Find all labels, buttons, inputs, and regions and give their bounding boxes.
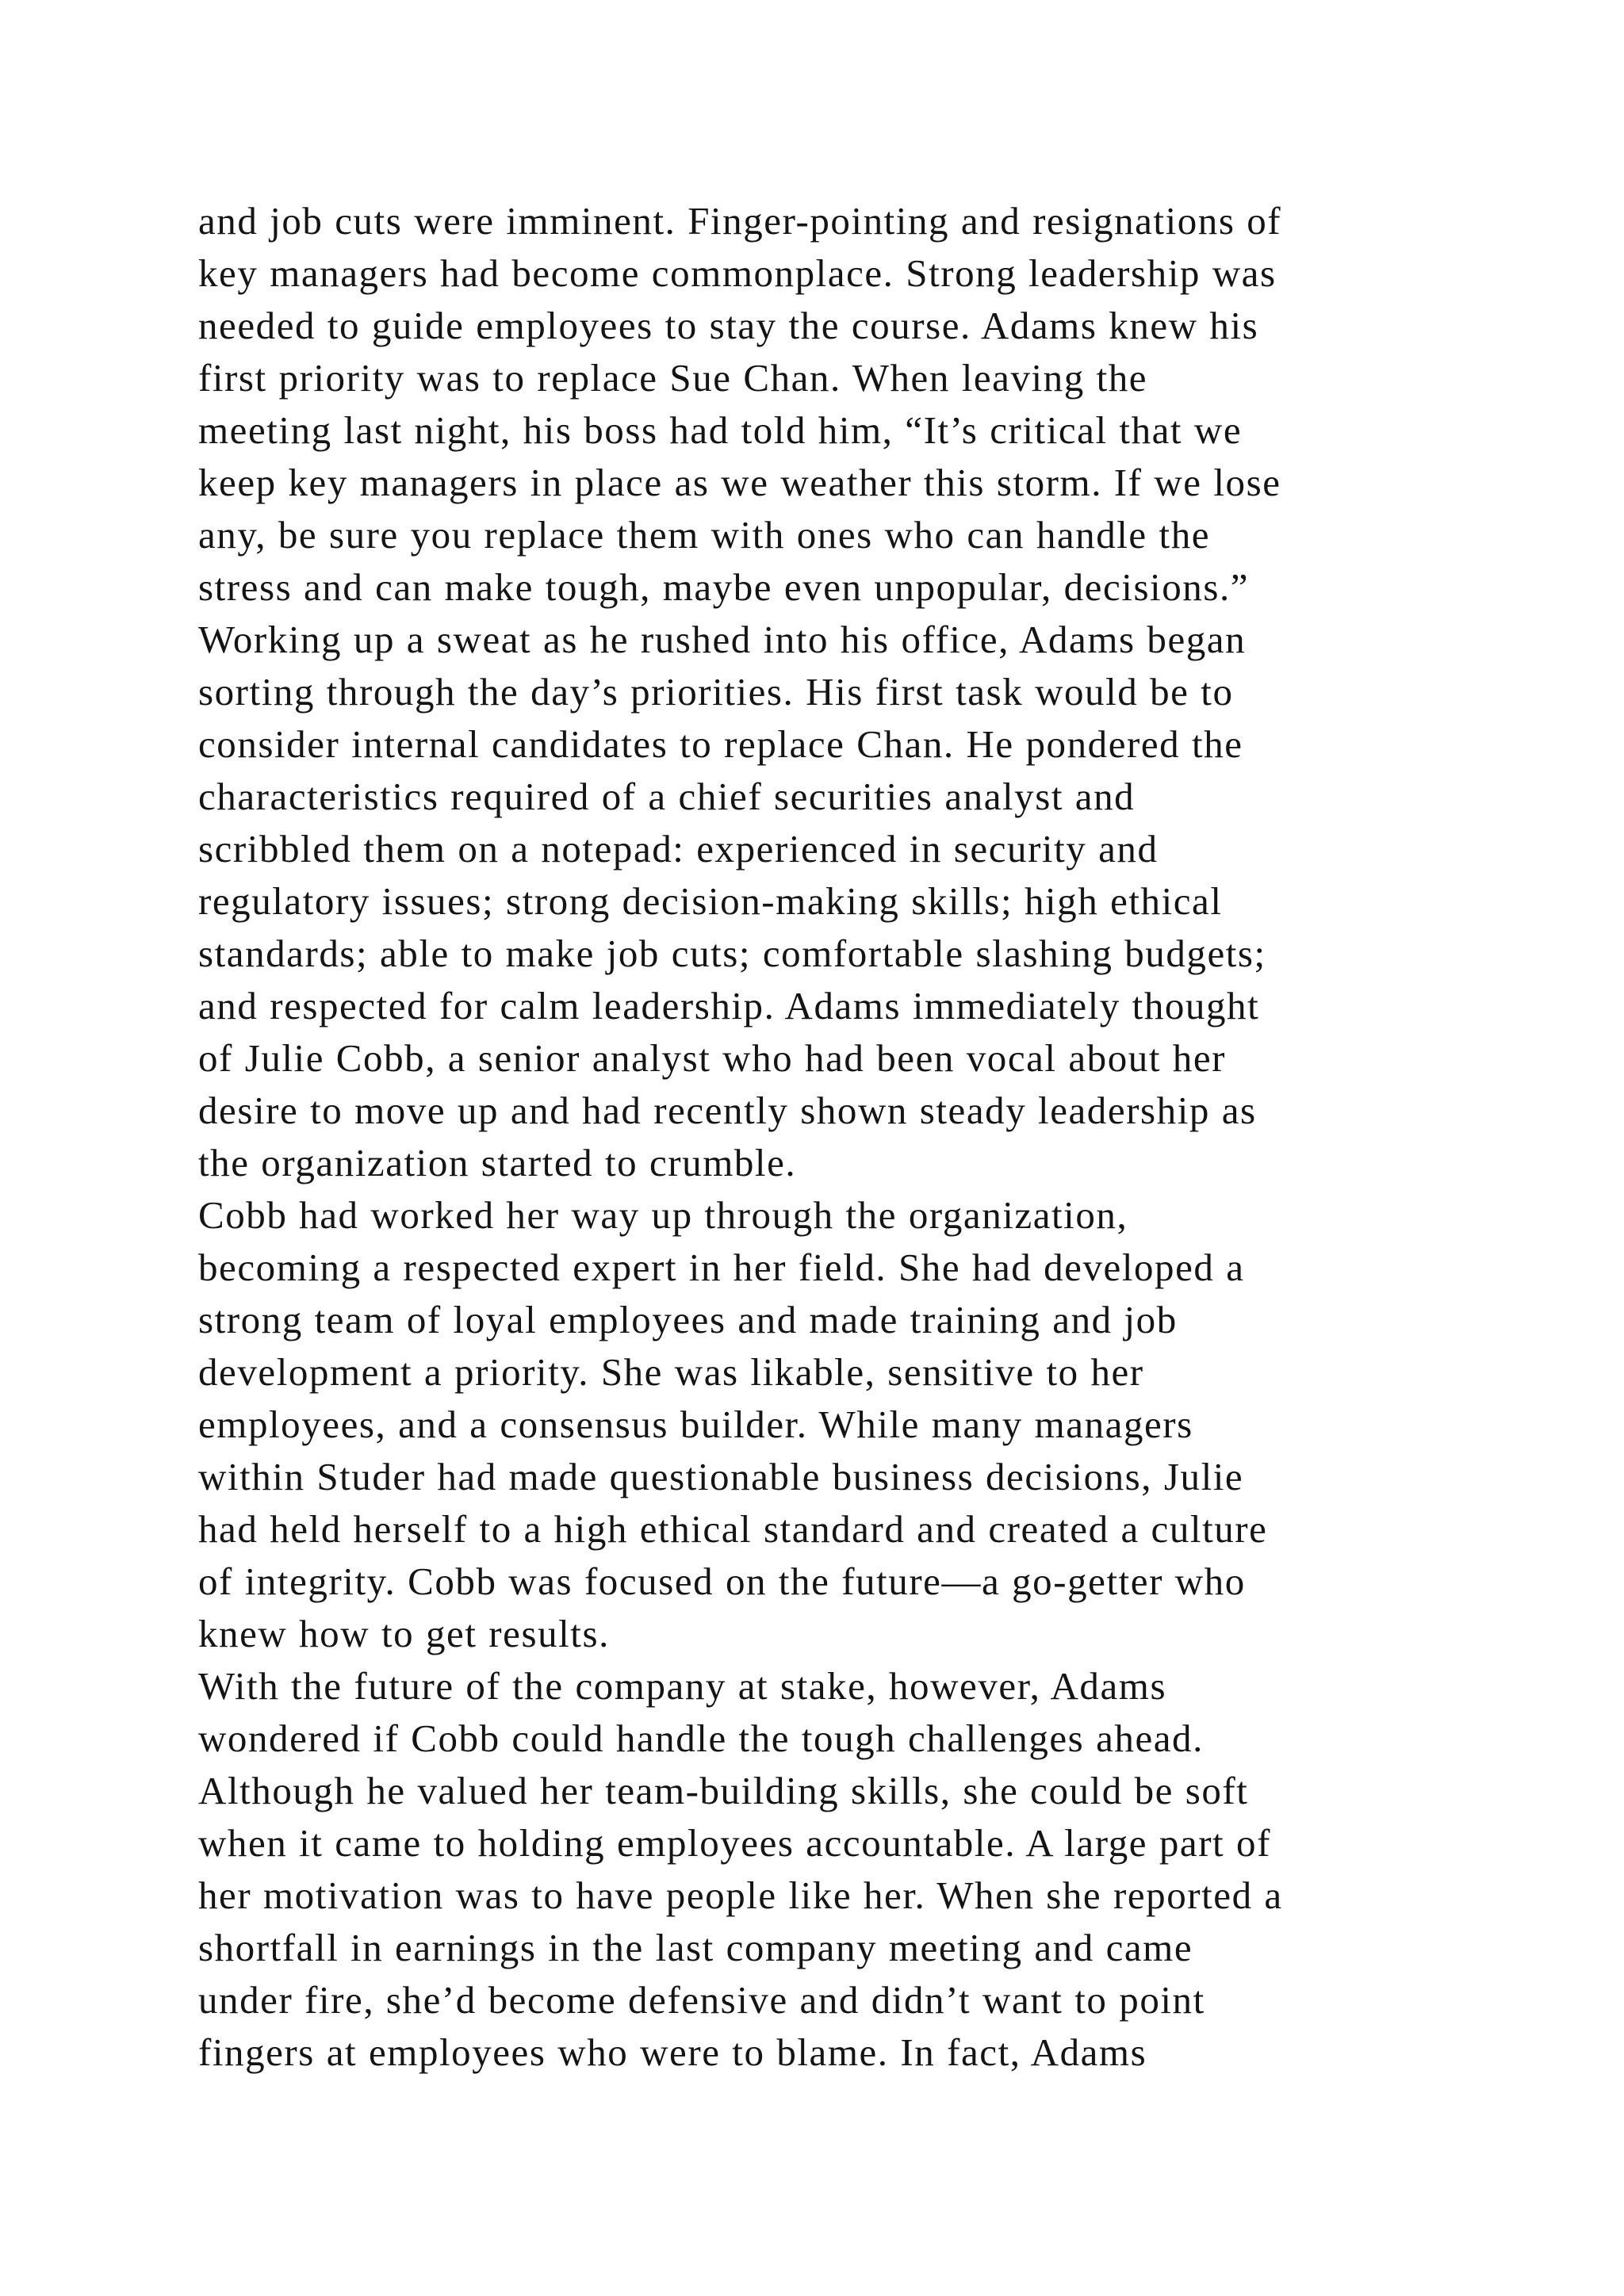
text-line: becoming a respected expert in her field. She had developed a [198,1246,1245,1289]
text-line: the organization started to crumble. [198,1141,797,1184]
text-line: meeting last night, his boss had told him, “It’s critical that we [198,408,1243,452]
text-line: sorting through the day’s priorities. His first task would be to [198,670,1234,714]
text-line: Cobb had worked her way up through the organization, [198,1193,1128,1237]
text-line: knew how to get results. [198,1612,610,1655]
text-line: fingers at employees who were to blame. In fact, Adams [198,2030,1147,2074]
text-line: key managers had become commonplace. Strong leadership was [198,251,1277,295]
text-line: and respected for calm leadership. Adams immediately thought [198,984,1260,1027]
text-line: wondered if Cobb could handle the tough challenges ahead. [198,1716,1204,1760]
text-line: had held herself to a high ethical standard and created a culture [198,1507,1268,1551]
text-line: Although he valued her team-building skills, she could be soft [198,1769,1249,1812]
text-line: regulatory issues; strong decision-making skills; high ethical [198,879,1223,923]
text-line: employees, and a consensus builder. While many managers [198,1402,1193,1446]
text-line: of Julie Cobb, a senior analyst who had been vocal about her [198,1036,1227,1080]
text-line: under fire, she’d become defensive and didn’t want to point [198,1978,1205,2022]
text-line: development a priority. She was likable, sensitive to her [198,1350,1144,1394]
text-line: when it came to holding employees accountable. A large part of [198,1821,1271,1865]
text-line: With the future of the company at stake, however, Adams [198,1664,1167,1708]
text-line: standards; able to make job cuts; comfortable slashing budgets; [198,932,1266,975]
text-line: and job cuts were imminent. Finger-pointing and resignations of [198,199,1282,243]
text-line: scribbled them on a notepad: experienced in security and [198,827,1159,871]
text-line: strong team of loyal employees and made training and job [198,1298,1178,1341]
text-line: shortfall in earnings in the last company meeting and came [198,1926,1193,1969]
text-line: stress and can make tough, maybe even unpopular, decisions.” [198,565,1250,609]
text-line: Working up a sweat as he rushed into his office, Adams began [198,618,1247,661]
body-text [198,195,1562,2079]
text-line: within Studer had made questionable business decisions, Julie [198,1455,1244,1498]
text-line: characteristics required of a chief securities analyst and [198,775,1136,818]
text-line: needed to guide employees to stay the course. Adams knew his [198,304,1259,347]
text-line: her motivation was to have people like her. When she reported a [198,1873,1283,1917]
text-line: first priority was to replace Sue Chan. When leaving the [198,356,1148,400]
text-line: any, be sure you replace them with ones who can handle the [198,513,1211,557]
text-line: consider internal candidates to replace Chan. He pondered the [198,722,1243,766]
text-line: desire to move up and had recently shown steady leadership as [198,1089,1257,1132]
text-line: keep key managers in place as we weather this storm. If we lose [198,461,1281,504]
text-line: of integrity. Cobb was focused on the future—a go-getter who [198,1559,1246,1603]
